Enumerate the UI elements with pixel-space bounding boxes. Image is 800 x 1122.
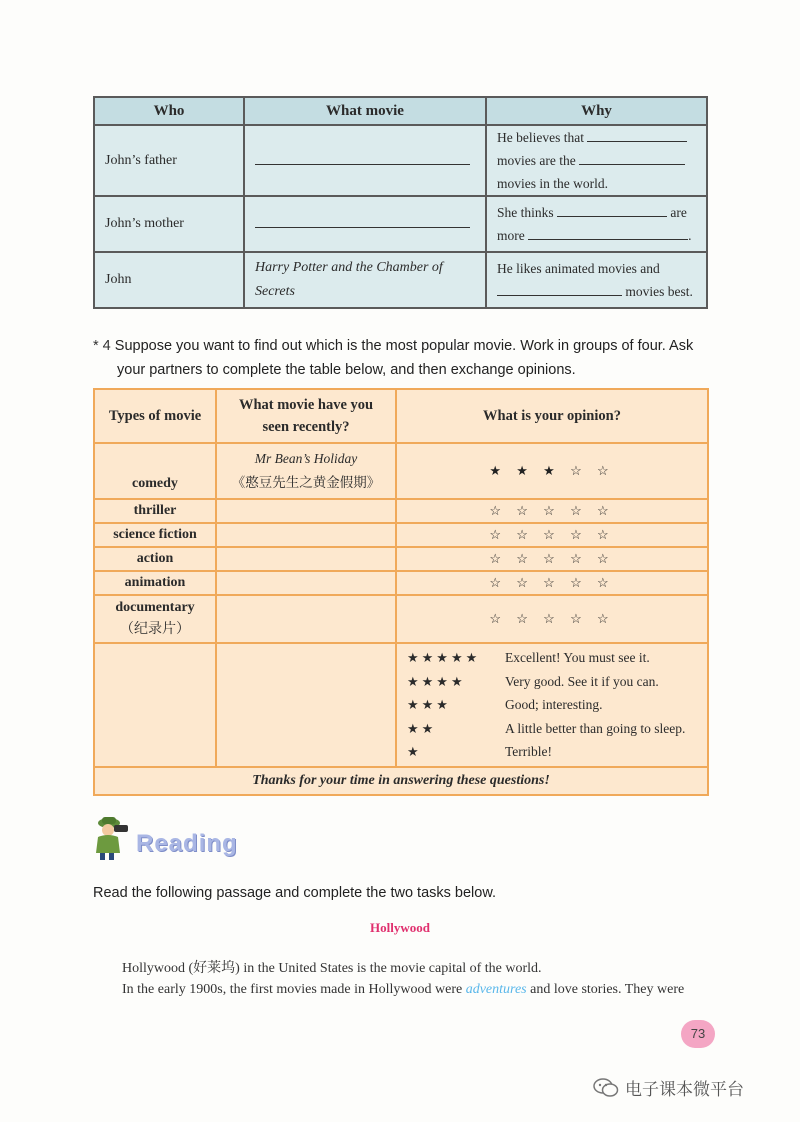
answer-blank[interactable] bbox=[255, 215, 470, 228]
passage-text: In the early 1900s, the first movies made in Hollywood were bbox=[122, 982, 466, 997]
legend-text: Good; interesting. bbox=[505, 697, 603, 712]
movie-survey-table bbox=[93, 388, 709, 796]
why-cell bbox=[486, 196, 707, 252]
wechat-icon bbox=[593, 1078, 619, 1098]
why-text: He believes that bbox=[497, 130, 584, 145]
answer-blank[interactable] bbox=[497, 283, 622, 296]
rating-stars[interactable]: ★ ★ ★ ☆ ☆ bbox=[396, 443, 708, 499]
type-note: （纪录片） bbox=[120, 622, 190, 637]
header-seen-line: seen recently? bbox=[262, 419, 350, 435]
legend-item bbox=[397, 693, 707, 717]
why-text: He likes animated movies and bbox=[497, 261, 660, 276]
table-row bbox=[94, 125, 707, 196]
movie-title: Mr Bean’s Holiday bbox=[254, 451, 358, 466]
passage-text: and love stories. They were bbox=[526, 982, 685, 997]
passage-line bbox=[122, 982, 684, 998]
instruction-line: Suppose you want to find out which is the most popular movie. Work in groups of four. Ask bbox=[114, 338, 694, 354]
rating-stars[interactable]: ☆ ☆ ☆ ☆ ☆ bbox=[396, 523, 708, 547]
why-text: . bbox=[688, 228, 692, 243]
rating-legend bbox=[396, 643, 708, 767]
why-text: movies are the bbox=[497, 153, 576, 168]
header-seen-line: What movie have you bbox=[238, 397, 374, 413]
legend-stars: ★★★ bbox=[407, 697, 451, 712]
movie-blank-cell bbox=[244, 125, 486, 196]
header-opinion: What is your opinion? bbox=[396, 389, 708, 443]
movie-title: Harry Potter and the Chamber of bbox=[255, 260, 443, 275]
table-row bbox=[94, 196, 707, 252]
type-cell: science fiction bbox=[94, 523, 216, 547]
reading-instruction: Read the following passage and complete the two tasks below. bbox=[93, 885, 497, 901]
answer-blank[interactable] bbox=[587, 129, 687, 142]
rating-stars[interactable]: ☆ ☆ ☆ ☆ ☆ bbox=[396, 547, 708, 571]
rating-stars[interactable]: ☆ ☆ ☆ ☆ ☆ bbox=[396, 571, 708, 595]
legend-item bbox=[397, 740, 707, 764]
answer-blank[interactable] bbox=[528, 227, 688, 240]
legend-item bbox=[397, 717, 707, 741]
header-who: Who bbox=[94, 97, 244, 125]
exercise-number: * 4 bbox=[93, 338, 111, 354]
answer-blank[interactable] bbox=[557, 204, 667, 217]
header-seen bbox=[216, 389, 396, 443]
who-cell: John bbox=[94, 252, 244, 308]
legend-text: A little better than going to sleep. bbox=[505, 720, 686, 736]
section-title: Reading bbox=[136, 830, 238, 857]
page-number: 73 bbox=[681, 1020, 715, 1048]
legend-stars: ★★★★★ bbox=[407, 650, 481, 665]
movie-title-cn: 《憨豆先生之黄金假期》 bbox=[231, 475, 381, 490]
table-row bbox=[94, 595, 708, 643]
movie-cell bbox=[216, 443, 396, 499]
exercise-instruction bbox=[93, 334, 723, 382]
legend-text: Excellent! You must see it. bbox=[505, 650, 650, 665]
table-row bbox=[94, 443, 708, 499]
header-what-movie: What movie bbox=[244, 97, 486, 125]
legend-row bbox=[94, 643, 708, 767]
legend-stars: ★★ bbox=[407, 720, 437, 736]
why-text: She thinks bbox=[497, 205, 554, 220]
movie-cell[interactable] bbox=[216, 499, 396, 523]
movie-reasons-table bbox=[93, 96, 708, 309]
detective-icon bbox=[92, 813, 132, 861]
type-cell: action bbox=[94, 547, 216, 571]
watermark bbox=[593, 1075, 744, 1100]
instruction-line: your partners to complete the table below, and then exchange opinions. bbox=[117, 362, 576, 378]
type-cell: thriller bbox=[94, 499, 216, 523]
highlighted-word[interactable]: adventures bbox=[465, 982, 527, 997]
passage-title: Hollywood bbox=[370, 920, 430, 935]
movie-title: Secrets bbox=[255, 284, 295, 299]
legend-item bbox=[397, 670, 707, 694]
why-text: more bbox=[497, 228, 525, 243]
type-cell: animation bbox=[94, 571, 216, 595]
type-cell: comedy bbox=[94, 443, 216, 499]
movie-blank-cell bbox=[244, 196, 486, 252]
answer-blank[interactable] bbox=[255, 152, 470, 165]
rating-stars[interactable]: ☆ ☆ ☆ ☆ ☆ bbox=[396, 499, 708, 523]
legend-stars: ★ bbox=[407, 744, 422, 759]
legend-item bbox=[397, 646, 707, 670]
table-row bbox=[94, 252, 707, 308]
movie-cell[interactable] bbox=[216, 571, 396, 595]
table-row bbox=[94, 523, 708, 547]
movie-cell bbox=[244, 252, 486, 308]
empty-cell bbox=[216, 643, 396, 767]
movie-cell[interactable] bbox=[216, 523, 396, 547]
watermark-text: 电子课本微平台 bbox=[625, 1080, 744, 1100]
movie-cell[interactable] bbox=[216, 595, 396, 643]
header-why: Why bbox=[486, 97, 707, 125]
movie-cell[interactable] bbox=[216, 547, 396, 571]
rating-stars[interactable]: ☆ ☆ ☆ ☆ ☆ bbox=[396, 595, 708, 643]
why-text: are bbox=[670, 205, 687, 220]
type-label: documentary bbox=[115, 600, 195, 615]
why-text: movies best. bbox=[625, 284, 693, 299]
who-cell: John’s mother bbox=[94, 196, 244, 252]
answer-blank[interactable] bbox=[579, 152, 685, 165]
table-row bbox=[94, 547, 708, 571]
empty-cell bbox=[94, 643, 216, 767]
type-cell bbox=[94, 595, 216, 643]
why-cell bbox=[486, 252, 707, 308]
passage-line: Hollywood (好莱坞) in the United States is the movie capital of the world. bbox=[122, 961, 542, 976]
legend-text: Very good. See it if you can. bbox=[505, 673, 659, 689]
legend-stars: ★★★★ bbox=[407, 673, 466, 689]
table-row bbox=[94, 499, 708, 523]
why-cell bbox=[486, 125, 707, 196]
why-text: movies in the world. bbox=[497, 176, 608, 191]
legend-text: Terrible! bbox=[505, 744, 553, 759]
thanks-note: Thanks for your time in answering these questions! bbox=[94, 767, 708, 795]
table-row bbox=[94, 571, 708, 595]
header-types: Types of movie bbox=[94, 389, 216, 443]
who-cell: John’s father bbox=[94, 125, 244, 196]
